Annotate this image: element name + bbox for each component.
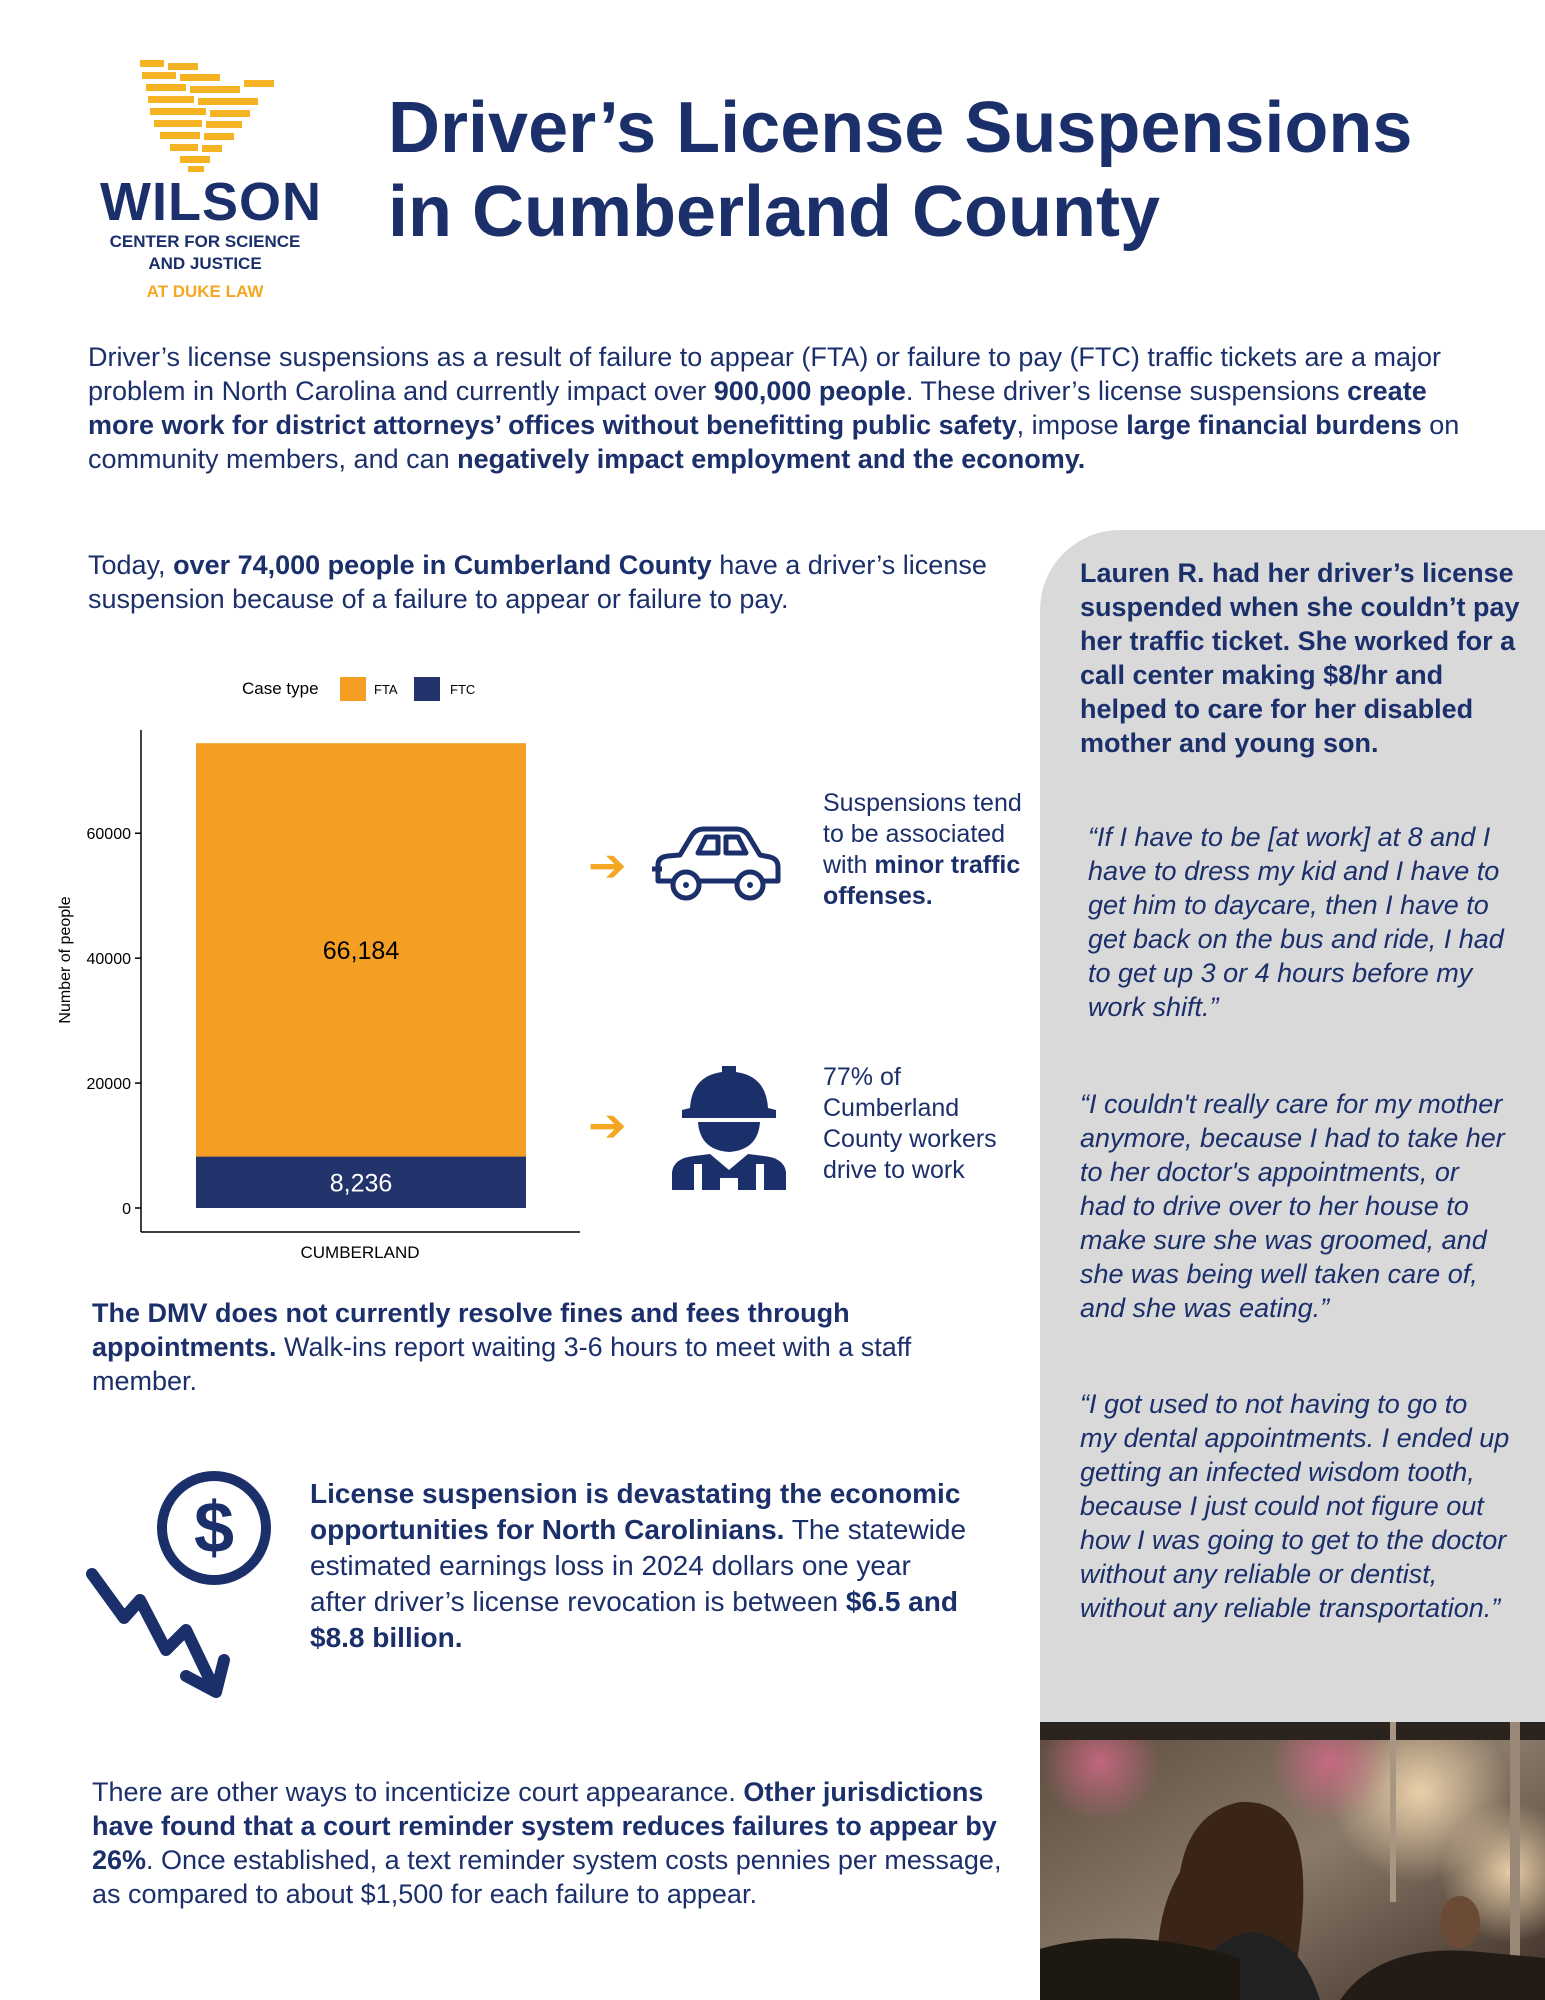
fact-minor-offenses: Suspensions tend to be associated with minor traffic offenses. [823,789,1022,910]
svg-text:$: $ [193,1488,235,1568]
logo-subtitle-3: AT DUKE LAW [146,282,264,301]
testimonial-quote-2: “I couldn't really care for my mother anymore, because I had to take her to her doctor's appointments, or had to drive over to her house to make sure she was groomed, and she was being well taken care of, and she was eating.” [1080,1089,1505,1323]
page-title-line2: in Cumberland County [388,172,1160,252]
testimonial-quote-1: “If I have to be [at work] at 8 and I have to dress my kid and I have to get him to daycare, then I have to get back on the bus and ride, I had to get up 3 or 4 hours before my work shift.” [1088,822,1504,1022]
y-tick-label: 60000 [86,826,131,844]
page-title [388,86,1488,254]
legend-swatch-fta [340,677,366,701]
today-paragraph: Today, over 74,000 people in Cumberland County have a driver’s license suspension because of a failure to appear or failure to pay. [88,550,987,614]
y-axis-label: Number of people [57,896,74,1024]
logo-wordmark: WILSON [100,172,322,232]
logo-subtitle-2: AND JUSTICE [148,254,262,273]
arrow-icon: ➔ [588,1099,627,1151]
car-icon [650,825,784,905]
bar-label-ftc: 8,236 [329,1169,393,1198]
bar-label-fta: 66,184 [322,936,400,965]
bus-passenger-photo [1040,1722,1545,2000]
suspensions-bar-chart [40,660,600,1270]
legend-label-fta: FTA [374,682,398,697]
legend-swatch-ftc [414,677,440,701]
testimonial-quote-3: “I got used to not having to go to my dental appointments. I ended up getting an infected wisdom tooth, because I just could not figure out how I was going to get to the doctor without any reliable or dentist, without any reliable transportation.” [1080,1389,1510,1623]
logo-subtitle-1: CENTER FOR SCIENCE [109,232,301,251]
economic-loss-paragraph: License suspension is devastating the economic opportunities for North Carolinians. The statewide estimated earnings loss in 2024 dollars one year after driver’s license revocation is between $6.5 and $8.8 billion. [310,1478,967,1653]
wilson-logo-mark [138,58,278,178]
legend-title: Case type [242,679,319,698]
testimonial-intro: Lauren R. had her driver’s license suspended when she couldn’t pay her traffic ticket. She worked for a call center making $8/hr and helped to care for her disabled mother and young son. [1080,558,1520,758]
x-tick-cumberland: CUMBERLAND [300,1243,420,1262]
y-tick-label: 20000 [86,1076,131,1094]
intro-paragraph: Driver’s license suspensions as a result of failure to appear (FTA) or failure to pay (FTC) traffic tickets are a major problem in North Carolina and currently impact over 900,000 people. These driver’s license suspensions create more work for district attorneys’ offices without benefitting public safety, impose large financial burdens on community members, and can negatively impact employment and the economy. [88,342,1460,474]
fact-workers-drive: 77% of Cumberland County workers drive to work [823,1063,997,1184]
page-title-line1: Driver’s License Suspensions [388,88,1413,168]
y-tick-label: 0 [122,1201,131,1218]
arrow-icon: ➔ [588,839,627,891]
legend-label-ftc: FTC [450,682,476,697]
dmv-paragraph: The DMV does not currently resolve fines and fees through appointments. Walk-ins report waiting 3-6 hours to meet with a staff member. [92,1298,912,1396]
dollar-decline-icon [82,1470,282,1706]
court-reminder-paragraph: There are other ways to incenticize court appearance. Other jurisdictions have found that a court reminder system reduces failures to appear by 26%. Once established, a text reminder system costs pennies per message, as compared to about $1,500 for each failure to appear. [92,1777,1002,1909]
y-tick-label: 40000 [86,951,131,969]
worker-icon [670,1060,788,1190]
